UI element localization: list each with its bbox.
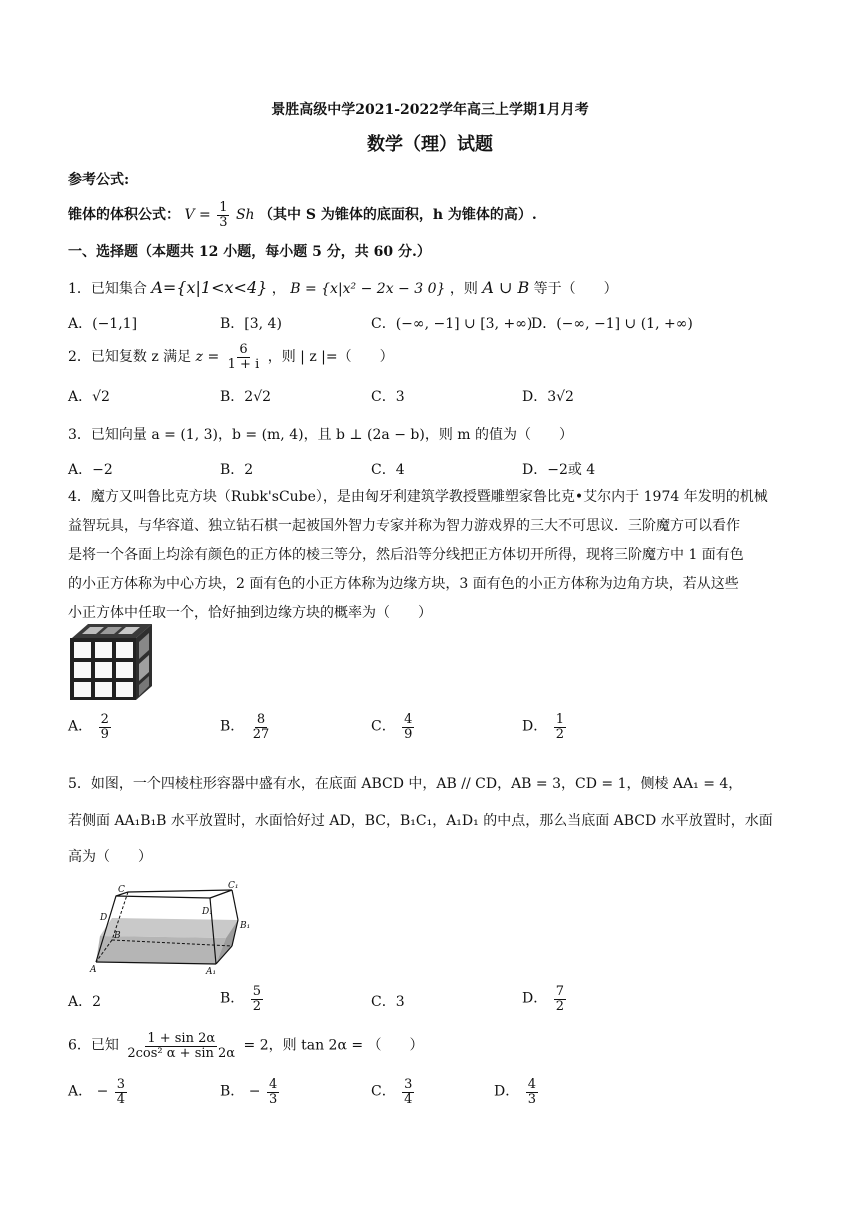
q1-union: A ∪ B xyxy=(482,278,530,297)
q3-option-a: A．−2 xyxy=(68,462,113,478)
q3-option-c: C．4 xyxy=(371,462,405,478)
prism-label-a: A xyxy=(90,965,97,975)
q6-frac-num: 1 + sin 2α xyxy=(147,1031,216,1046)
q6-option-d-label: D． xyxy=(494,1083,520,1100)
q6-stem-c: （ ） xyxy=(367,1037,424,1054)
q4-d-num: 1 xyxy=(555,712,564,727)
q5-d-den: 2 xyxy=(555,998,564,1014)
q6-option-c-label: C． xyxy=(371,1083,396,1100)
q4-option-b xyxy=(220,713,273,741)
q4-a-den: 9 xyxy=(100,726,109,742)
formula-fraction xyxy=(217,201,229,229)
q2-option-a: A．√2 xyxy=(68,389,110,405)
prism-label-d1: D₁ xyxy=(202,907,213,917)
q4-option-c xyxy=(371,713,416,741)
q4-option-d xyxy=(522,713,568,741)
q2-z-eq: z = xyxy=(195,349,220,366)
q6-option-a-label: A． xyxy=(68,1083,93,1100)
q5-option-c xyxy=(371,994,405,1011)
q2-stem-a: 2．已知复数 z 满足 xyxy=(68,349,192,366)
prism-label-d: D xyxy=(100,913,108,923)
q6-option-b-sign: − xyxy=(248,1083,261,1100)
cone-volume-formula xyxy=(68,201,537,229)
q6-c-num: 3 xyxy=(404,1077,413,1092)
q4-line-4: 的小正方体称为中心方块，2 面有色的小正方体称为边缘方块，3 面有色的小正方体称为边角方块，若从这些 xyxy=(68,576,739,592)
q2-frac-den: 1 + i xyxy=(227,356,260,372)
question-2-stem xyxy=(68,343,394,371)
q6-option-b xyxy=(220,1078,281,1106)
q6-frac-den: 2cos² α + sin 2α xyxy=(127,1045,236,1061)
q5-option-b xyxy=(220,985,265,1013)
reference-label: 参考公式: xyxy=(68,172,130,188)
q4-d-den: 2 xyxy=(555,726,564,742)
section-heading: 一、选择题（本题共 12 小题，每小题 5 分，共 60 分.） xyxy=(68,244,431,260)
q1-option-c: C．(−∞, −1] ∪ [3, +∞) xyxy=(371,316,533,332)
q6-option-b-fraction xyxy=(267,1078,279,1106)
q5-option-d-label: D． xyxy=(522,990,548,1007)
q1-stem-a: 1．已知集合 xyxy=(68,281,147,297)
q5-option-b-label: B． xyxy=(220,990,245,1007)
q4-b-num: 8 xyxy=(256,712,266,727)
q4-b-den: 27 xyxy=(252,726,270,742)
q2-stem-b: ，则 | z |=（ ） xyxy=(267,349,394,366)
q6-option-d xyxy=(494,1078,540,1106)
q2-option-c: C．3 xyxy=(371,389,405,405)
q5-option-c-label: C．3 xyxy=(371,994,405,1010)
question-3-stem: 3．已知向量 a = (1, 3)，b = (m, 4)，且 b ⊥ (2a − b)，则 m 的值为（ ） xyxy=(68,427,573,443)
q4-line-3: 是将一个各面上均涂有颜色的正方体的棱三等分，然后沿等分线把正方体切开所得，现将三阶魔方中 1 面有色 xyxy=(68,547,744,563)
q1-option-d: D．(−∞, −1] ∪ (1, +∞) xyxy=(531,316,693,332)
q2-frac-num: 6 xyxy=(239,342,248,357)
q5-line-1: 5．如图，一个四棱柱形容器中盛有水，在底面 ABCD 中，AB // CD，AB = 3，CD = 1，侧棱 AA₁ = 4， xyxy=(68,776,743,792)
q5-b-den: 2 xyxy=(252,998,262,1014)
q6-option-d-fraction xyxy=(526,1078,538,1106)
q1-sep: ， xyxy=(271,281,286,297)
q6-option-b-label: B． xyxy=(220,1083,245,1100)
q1-stem-b: ，则 xyxy=(449,281,478,297)
q6-tan: tan 2α = xyxy=(301,1037,364,1054)
school-title: 景胜高级中学2021-2022学年高三上学期1月月考 xyxy=(271,102,589,118)
q6-c-den: 4 xyxy=(404,1091,413,1107)
q4-c-num: 4 xyxy=(404,712,413,727)
q6-option-a xyxy=(68,1078,129,1106)
q6-fraction xyxy=(125,1032,237,1060)
formula-frac-num: 1 xyxy=(219,200,228,215)
question-1-stem xyxy=(68,278,618,298)
q4-line-2: 益智玩具，与华容道、独立钻石棋一起被国外智力专家并称为智力游戏界的三大不可思议．三阶魔方可以看作 xyxy=(68,518,740,534)
q6-d-num: 4 xyxy=(527,1077,536,1092)
q3-option-d: D．−2或 4 xyxy=(522,462,596,478)
q4-a-num: 2 xyxy=(100,712,109,727)
q3-option-b: B．2 xyxy=(220,462,254,478)
q5-option-d xyxy=(522,985,568,1013)
formula-prefix: 锥体的体积公式： xyxy=(68,207,180,224)
q4-option-a-fraction xyxy=(99,713,111,741)
prism-figure xyxy=(88,880,258,976)
q4-line-1: 4．魔方又叫鲁比克方块（Rubk'sCube），是由匈牙利建筑学教授暨雕塑家鲁比克•艾尔内于 1974 年发明的机械 xyxy=(68,489,768,505)
q4-line-5: 小正方体中任取一个，恰好抽到边缘方块的概率为（ ） xyxy=(68,605,432,621)
q4-option-a xyxy=(68,713,113,741)
q5-option-a-label: A．2 xyxy=(68,994,102,1010)
q2-fraction xyxy=(226,343,262,371)
q6-option-c-fraction xyxy=(402,1078,414,1106)
q4-option-d-label: D． xyxy=(522,718,548,735)
q4-option-b-fraction xyxy=(251,713,272,741)
q6-option-a-fraction xyxy=(115,1078,127,1106)
q6-a-num: 3 xyxy=(116,1077,126,1092)
q4-option-c-label: C． xyxy=(371,718,396,735)
q6-d-den: 3 xyxy=(527,1091,536,1107)
q5-d-num: 7 xyxy=(555,984,564,999)
q4-option-d-fraction xyxy=(554,713,566,741)
prism-label-b1: B₁ xyxy=(240,921,251,931)
q5-option-b-fraction xyxy=(251,985,263,1013)
question-6-stem xyxy=(68,1032,424,1060)
q1-set-a: A={x|1<x<4} xyxy=(151,278,268,297)
q5-option-a xyxy=(68,994,101,1011)
rubiks-cube-image xyxy=(68,620,156,704)
q5-line-2: 若侧面 AA₁B₁B 水平放置时，水面恰好过 AD，BC，B₁C₁，A₁D₁ 的中点，那么当底面 ABCD 水平放置时，水面 xyxy=(68,813,773,829)
q2-option-b: B．2√2 xyxy=(220,389,272,405)
formula-frac-den: 3 xyxy=(219,214,228,230)
q4-option-b-label: B． xyxy=(220,718,245,735)
subject-title: 数学（理）试题 xyxy=(367,134,493,155)
formula-sh: Sh xyxy=(235,207,255,224)
q2-option-d: D．3√2 xyxy=(522,389,574,405)
prism-label-c1: C₁ xyxy=(228,881,239,891)
prism-label-a1: A₁ xyxy=(206,967,217,976)
q5-option-d-fraction xyxy=(554,985,566,1013)
q6-option-c xyxy=(371,1078,416,1106)
q6-b-num: 4 xyxy=(268,1077,278,1092)
q4-c-den: 9 xyxy=(404,726,413,742)
prism-label-c: C xyxy=(118,885,125,895)
q6-option-a-sign: − xyxy=(96,1083,109,1100)
q1-stem-c: 等于（ ） xyxy=(533,281,618,297)
formula-v: V = xyxy=(184,207,211,224)
q5-b-num: 5 xyxy=(252,984,262,999)
q4-option-c-fraction xyxy=(402,713,414,741)
q1-option-a: A．(−1,1] xyxy=(68,316,138,332)
q5-line-3: 高为（ ） xyxy=(68,849,152,865)
formula-note: （其中 S 为锥体的底面积，h 为锥体的高）. xyxy=(259,207,537,224)
q1-set-b: B = {x|x² − 2x − 3 0} xyxy=(290,281,446,297)
q6-stem-b: = 2，则 xyxy=(243,1037,297,1054)
q1-option-b: B．[3, 4) xyxy=(220,316,282,332)
q4-option-a-label: A． xyxy=(68,718,93,735)
prism-label-b: B xyxy=(114,931,121,941)
q6-a-den: 4 xyxy=(116,1091,126,1107)
q6-stem-a: 6．已知 xyxy=(68,1037,119,1054)
q6-b-den: 3 xyxy=(268,1091,278,1107)
